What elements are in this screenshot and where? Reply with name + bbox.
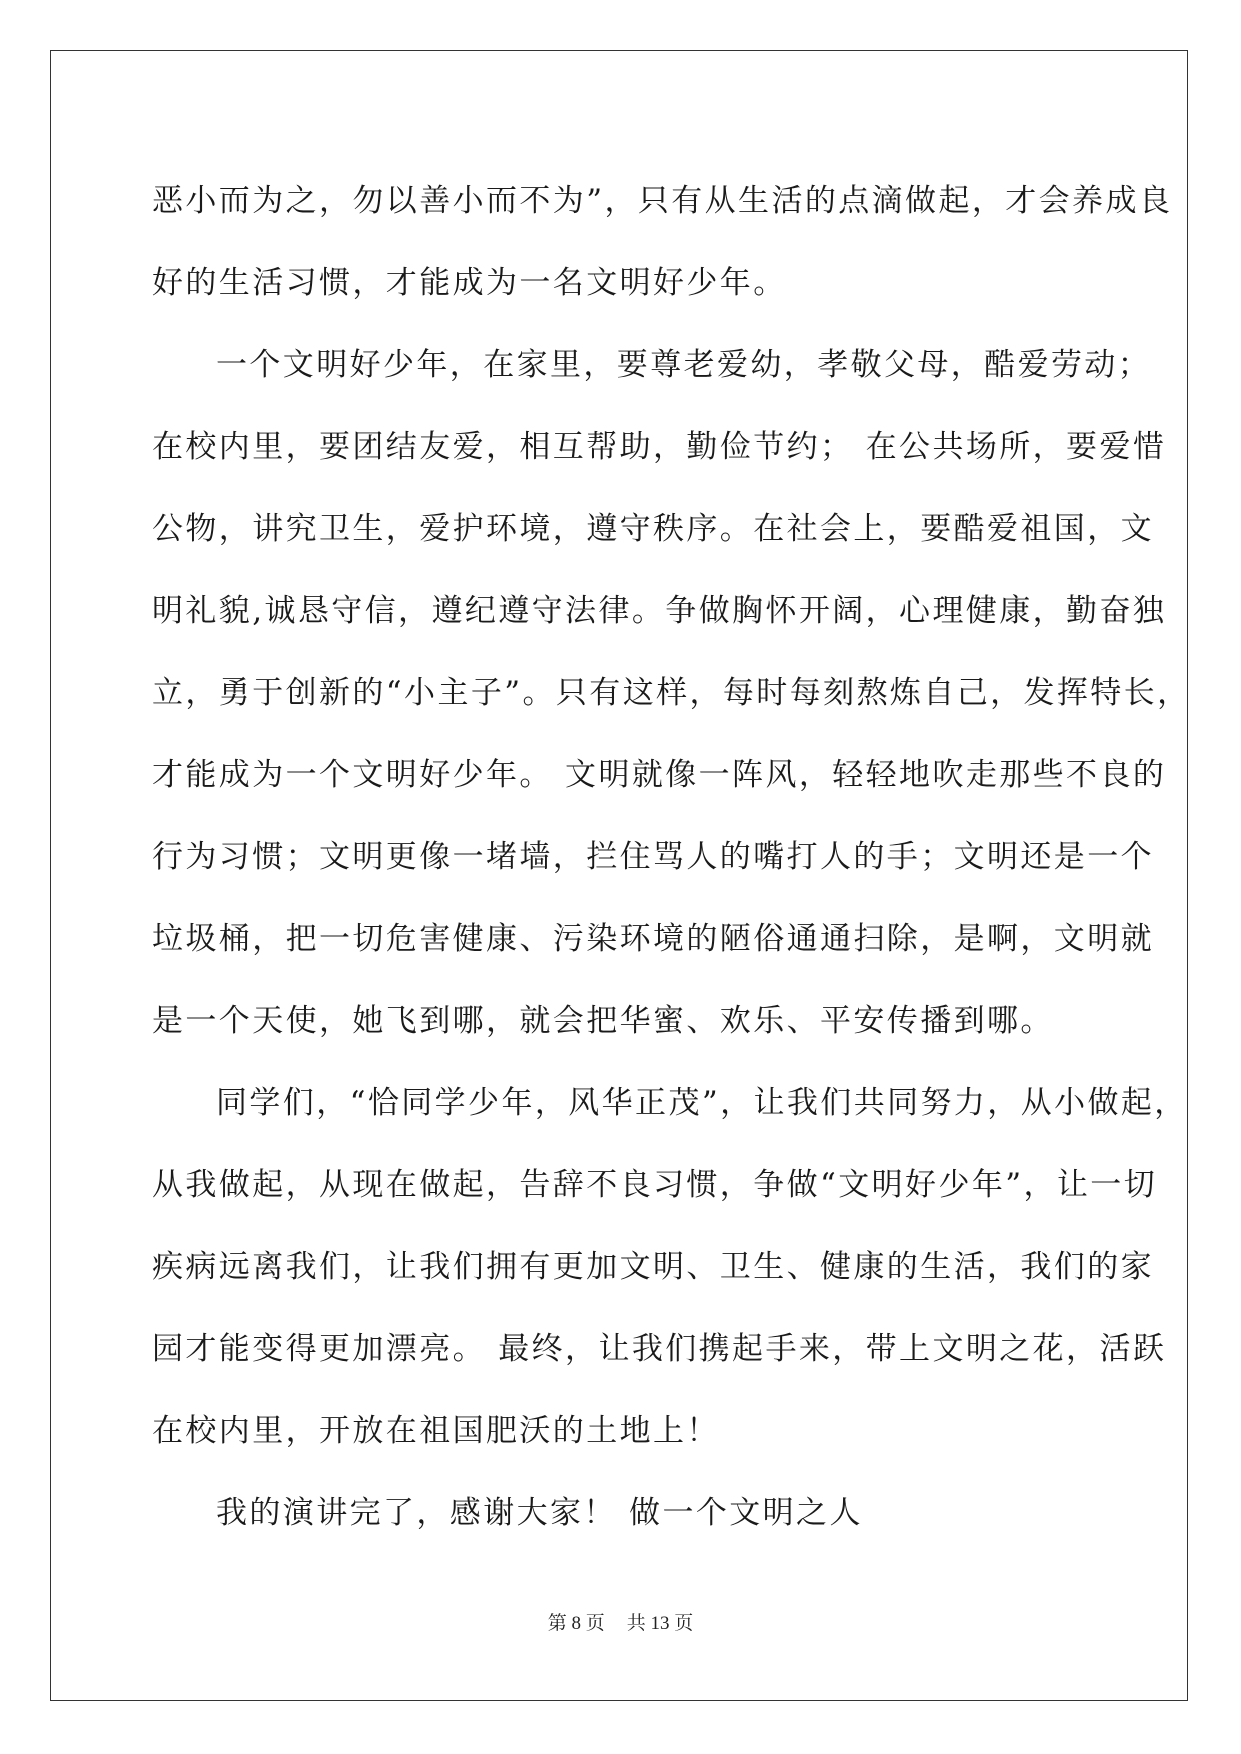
- text-line: 立，勇于创新的“小主子”。只有这样，每时每刻熬炼自己，发挥特长，: [152, 675, 1191, 711]
- text-line: 行为习惯；文明更像一堵墙，拦住骂人的嘴打人的手；文明还是一个: [152, 839, 1154, 875]
- text-line: 从我做起，从现在做起，告辞不良习惯，争做“文明好少年”，让一切: [152, 1167, 1158, 1203]
- page-number-current: 第 8 页: [547, 1613, 605, 1634]
- text-line: 公物，讲究卫生，爱护环境，遵守秩序。在社会上，要酷爱祖国，文: [152, 511, 1154, 547]
- text-line: 园才能变得更加漂亮。 最终，让我们携起手来，带上文明之花，活跃: [152, 1331, 1167, 1367]
- text-line: 是一个天使，她飞到哪，就会把华蜜、欢乐、平安传播到哪。: [152, 1003, 1054, 1039]
- page-number-total: 共 13 页: [626, 1613, 694, 1634]
- paragraph-start-line: 同学们，“恰同学少年，风华正茂”，让我们共同努力，从小做起，: [216, 1085, 1188, 1121]
- page-footer: [0, 1608, 1241, 1635]
- text-line: 明礼貌,诚恳守信，遵纪遵守法律。争做胸怀开阔，心理健康，勤奋独: [152, 593, 1167, 629]
- document-body: [152, 160, 1191, 1554]
- paragraph-start-line: 一个文明好少年，在家里，要尊老爱幼，孝敬父母，酷爱劳动；: [216, 347, 1152, 383]
- text-line: 疾病远离我们，让我们拥有更加文明、卫生、健康的生活，我们的家: [152, 1249, 1154, 1285]
- text-line: 好的生活习惯，才能成为一名文明好少年。: [152, 265, 787, 301]
- text-line: 才能成为一个文明好少年。 文明就像一阵风，轻轻地吹走那些不良的: [152, 757, 1167, 793]
- paragraph-start-line: 我的演讲完了，感谢大家！ 做一个文明之人: [216, 1495, 863, 1531]
- text-line: 在校内里，开放在祖国肥沃的土地上！: [152, 1413, 720, 1449]
- text-line: 在校内里，要团结友爱，相互帮助，勤俭节约； 在公共场所，要爱惜: [152, 429, 1167, 465]
- text-line: 恶小而为之，勿以善小而不为”，只有从生活的点滴做起，才会养成良: [152, 183, 1173, 219]
- text-line: 垃圾桶，把一切危害健康、污染环境的陋俗通通扫除，是啊，文明就: [152, 921, 1154, 957]
